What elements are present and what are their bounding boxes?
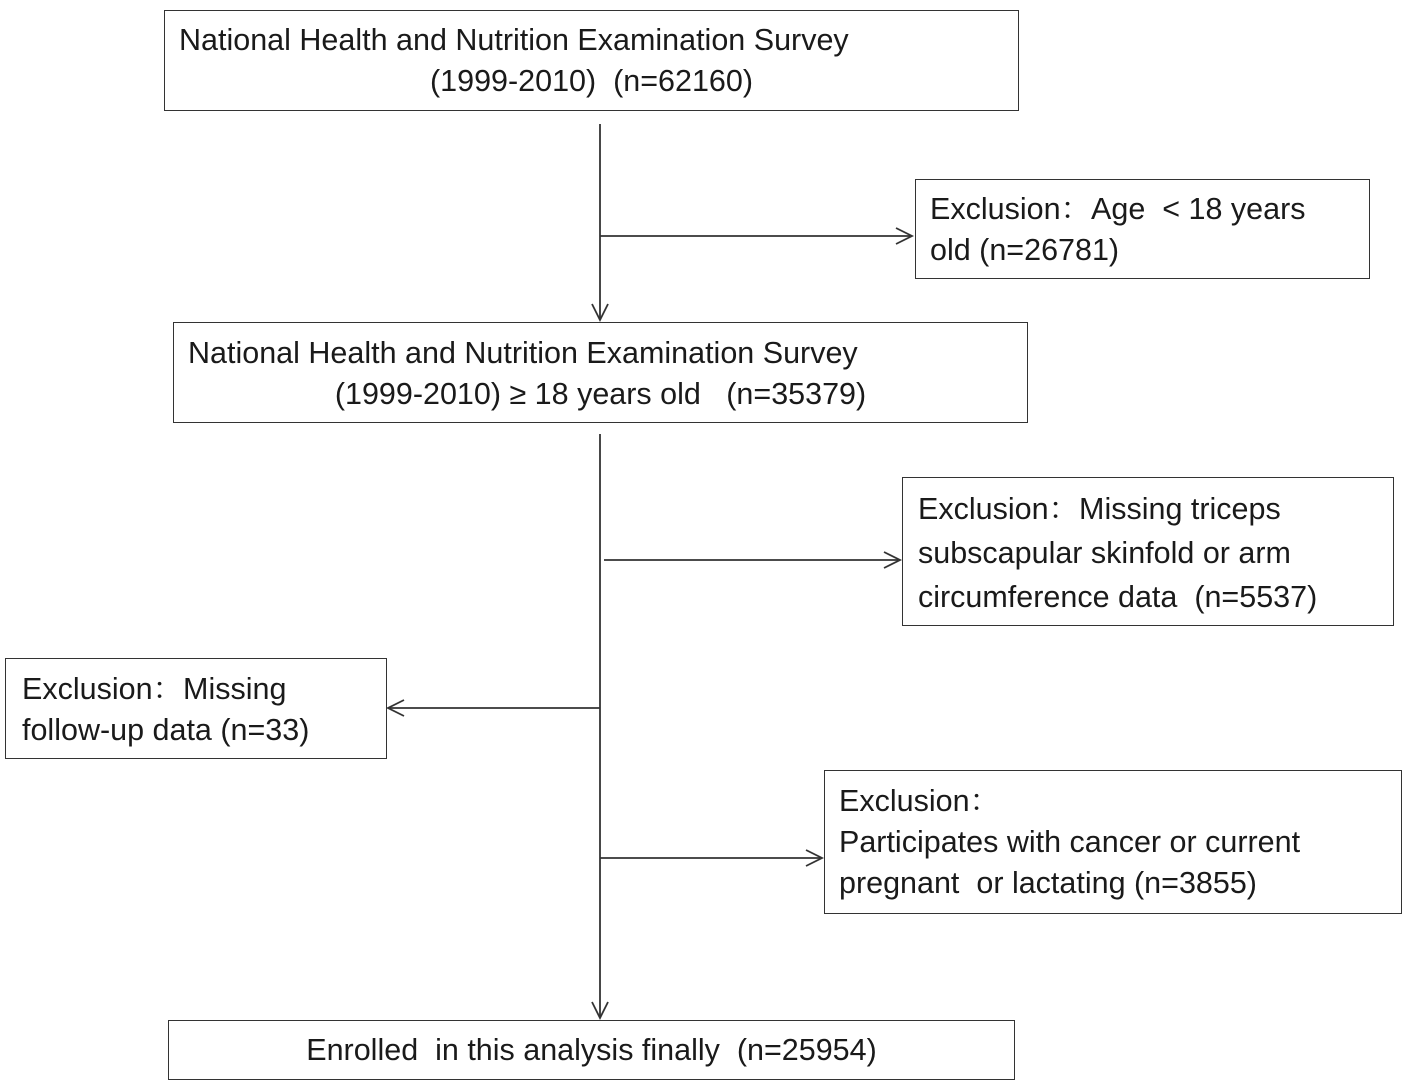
exclusion-followup-line2: follow-up data (n=33)	[22, 713, 310, 747]
exclusion-followup-box	[5, 658, 387, 759]
source-population-line1: National Health and Nutrition Examination Survey	[179, 23, 849, 57]
source-population-box	[164, 10, 1019, 111]
enrolled-line1: Enrolled in this analysis finally (n=25954)	[306, 1033, 877, 1067]
enrolled-box	[168, 1020, 1015, 1080]
exclusion-followup-line1: Exclusion：Missing	[22, 672, 287, 706]
exclusion-skinfold-line3: circumference data (n=5537)	[918, 580, 1318, 614]
exclusion-cancer-line3: pregnant or lactating (n=3855)	[839, 866, 1257, 900]
exclusion-age-box	[915, 179, 1370, 279]
source-population-line2: (1999-2010) (n=62160)	[429, 64, 754, 98]
adult-population-line2: (1999-2010) ≥ 18 years old (n=35379)	[334, 377, 867, 411]
exclusion-cancer-box	[824, 770, 1402, 914]
exclusion-skinfold-box	[902, 477, 1394, 626]
exclusion-skinfold-line1: Exclusion：Missing triceps	[918, 492, 1281, 526]
exclusion-cancer-line2: Participates with cancer or current	[839, 825, 1301, 859]
exclusion-skinfold-line2: subscapular skinfold or arm	[918, 536, 1291, 570]
adult-population-line1: National Health and Nutrition Examination Survey	[188, 336, 858, 370]
exclusion-age-line2: old (n=26781)	[930, 233, 1120, 267]
exclusion-cancer-line1: Exclusion：	[839, 784, 1001, 818]
exclusion-age-line1: Exclusion：Age < 18 years	[930, 192, 1306, 226]
adult-population-box	[173, 322, 1028, 423]
